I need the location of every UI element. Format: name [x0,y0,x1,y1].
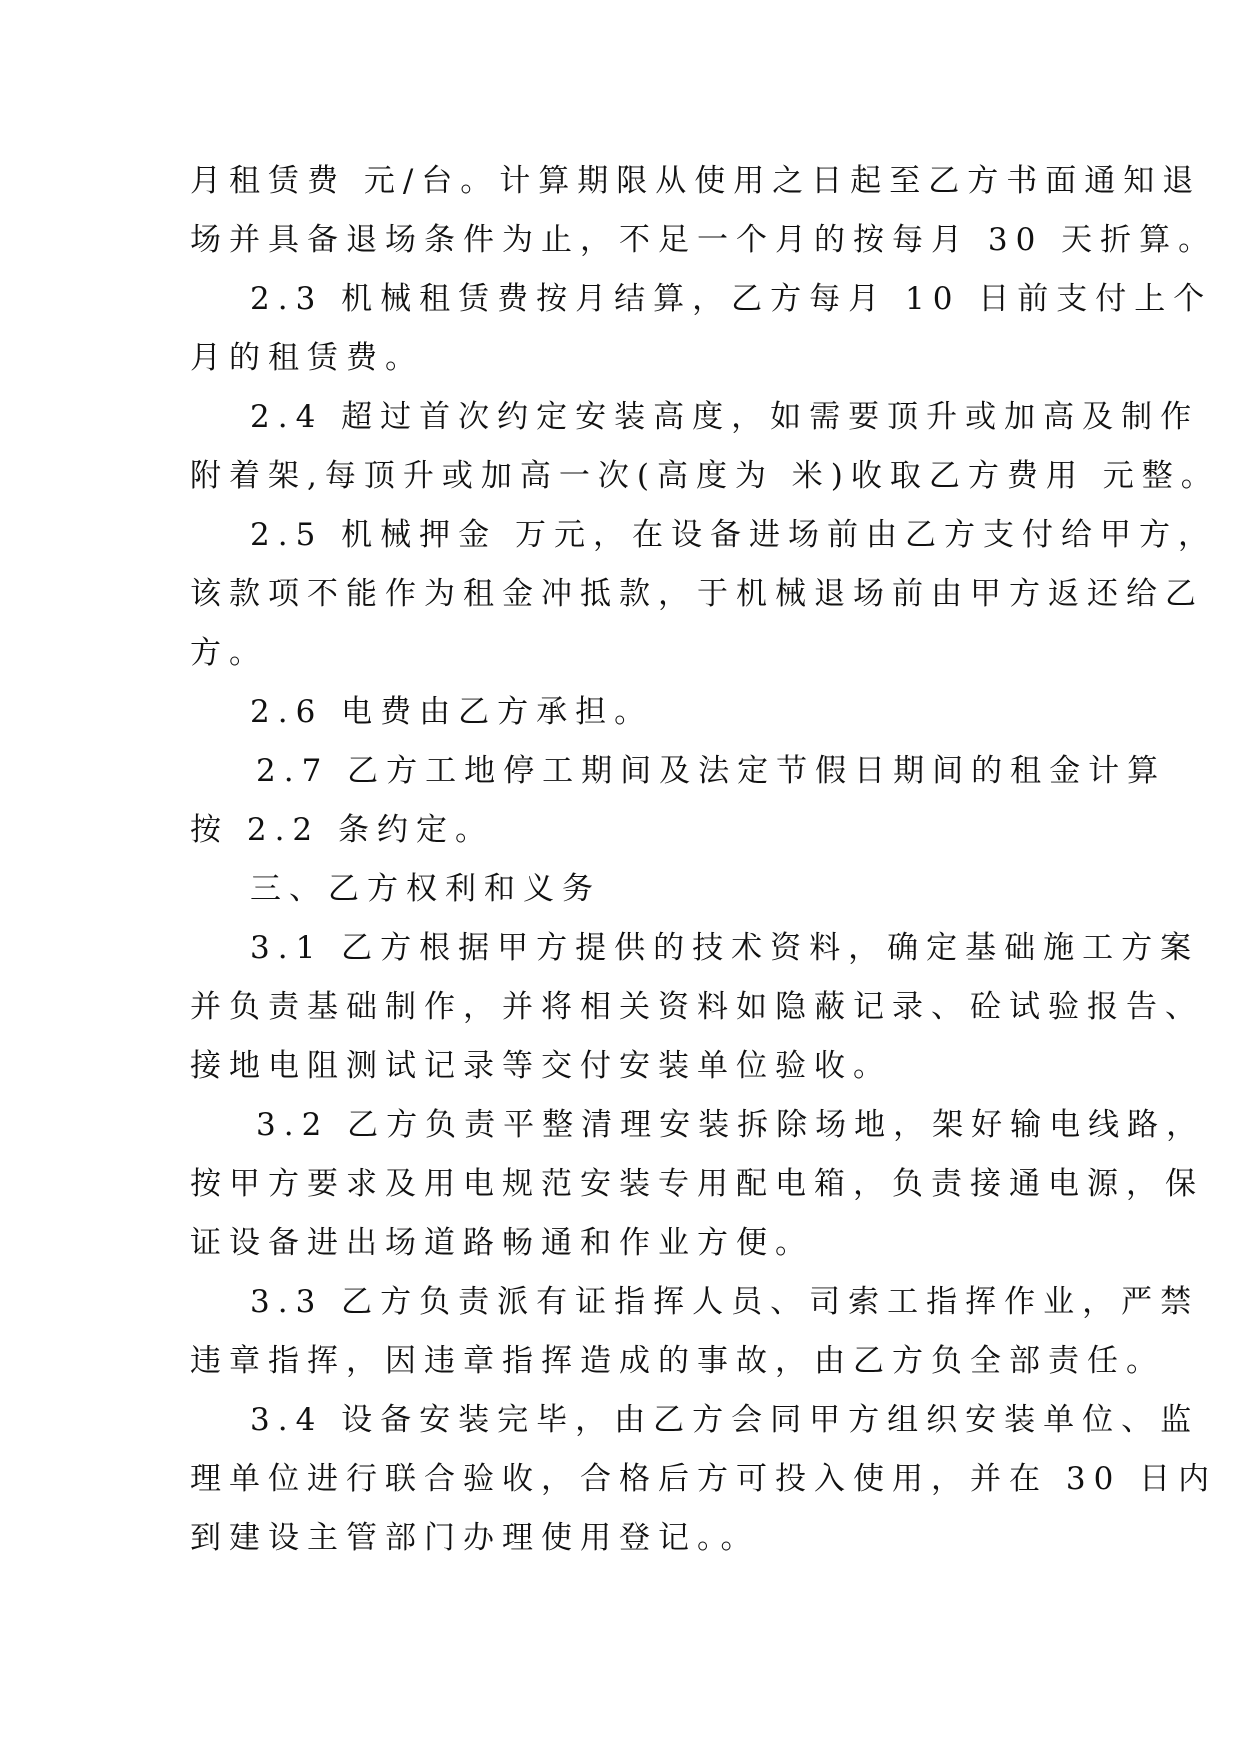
clause-2-7: 2.7 乙方工地停工期间及法定节假日期间的租金计算 [256,753,1167,789]
text-line: 附着架,每顶升或加高一次(高度为 米)收取乙方费用 元整。 [190,458,1220,494]
clause-2-5: 2.5 机械押金 万元，在设备进场前由乙方支付给甲方， [250,517,1218,553]
clause-2-4: 2.4 超过首次约定安装高度，如需要顶升或加高及制作 [250,399,1200,435]
text-line: 并负责基础制作，并将相关资料如隐蔽记录、砼试验报告、 [190,989,1204,1025]
clause-3-3: 3.3 乙方负责派有证指挥人员、司索工指挥作业，严禁 [250,1284,1200,1320]
clause-3-2: 3.2 乙方负责平整清理安装拆除场地，架好输电线路， [256,1107,1206,1143]
text-line: 场并具备退场条件为止，不足一个月的按每月 30 天折算。 [190,222,1218,258]
text-line: 理单位进行联合验收，合格后方可投入使用，并在 30 日内 [190,1461,1218,1497]
text-line: 证设备进出场道路畅通和作业方便。 [190,1225,814,1261]
text-line: 接地电阻测试记录等交付安装单位验收。 [190,1048,892,1084]
clause-2-6: 2.6 电费由乙方承担。 [250,694,654,730]
text-line: 月的租赁费。 [190,340,424,376]
clause-2-3: 2.3 机械租赁费按月结算，乙方每月 10 日前支付上个 [250,281,1213,317]
text-line: 违章指挥，因违章指挥造成的事故，由乙方负全部责任。 [190,1343,1165,1379]
text-line: 到建设主管部门办理使用登记。。 [190,1520,760,1556]
section-heading: 三、乙方权利和义务 [250,871,601,907]
text-line: 该款项不能作为租金冲抵款，于机械退场前由甲方返还给乙 [190,576,1204,612]
text-line: 月租赁费 元/台。计算期限从使用之日起至乙方书面通知退 [190,163,1202,199]
text-line: 按甲方要求及用电规范安装专用配电箱，负责接通电源，保 [190,1166,1204,1202]
text-line: 按 2.2 条约定。 [190,812,495,848]
clause-3-1: 3.1 乙方根据甲方提供的技术资料，确定基础施工方案 [250,930,1200,966]
document-body [190,152,1220,1568]
clause-3-4: 3.4 设备安装完毕，由乙方会同甲方组织安装单位、监 [250,1402,1200,1438]
text-line: 方。 [190,635,268,671]
